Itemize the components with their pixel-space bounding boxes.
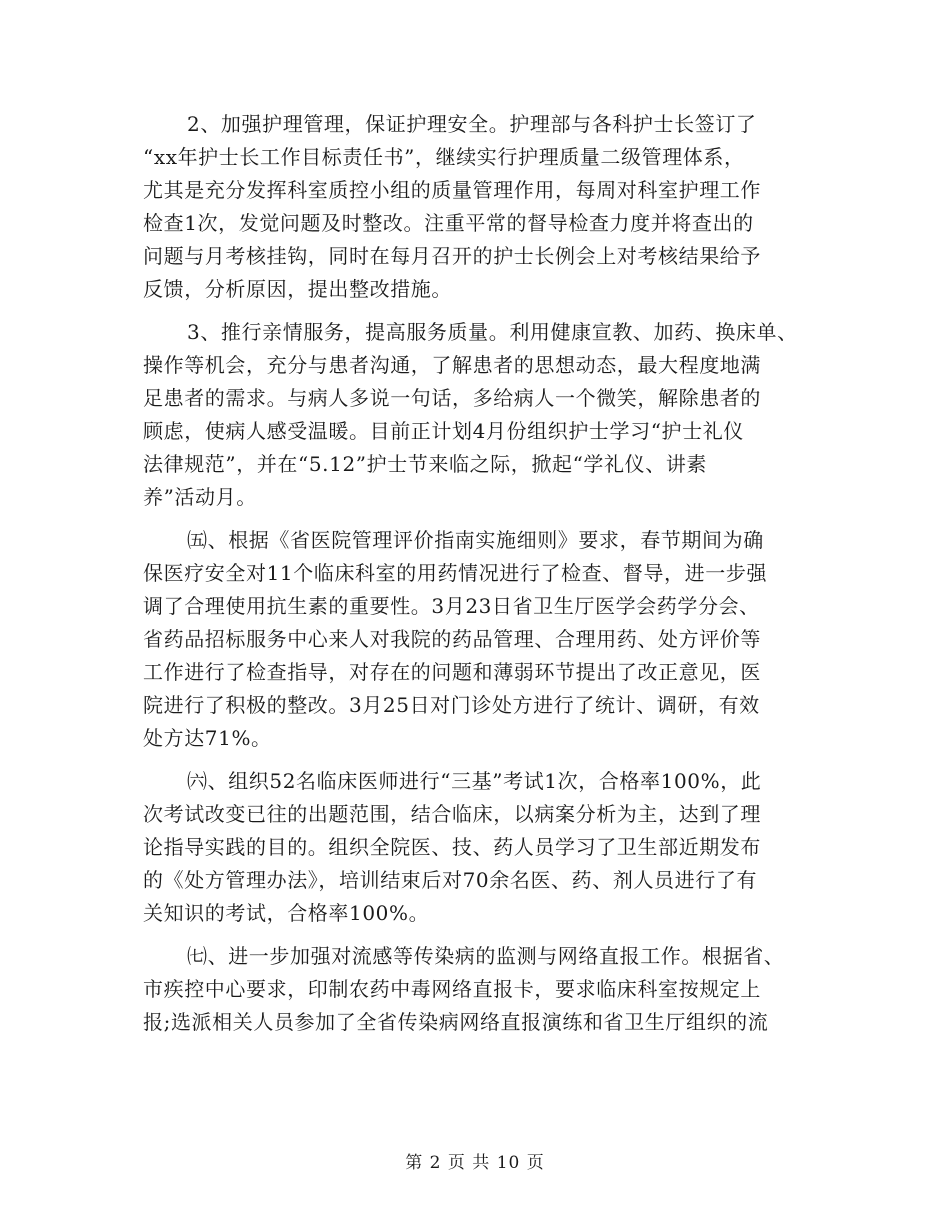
text-line: 论指导实践的目的。组织全院医、技、药人员学习了卫生部近期发布 xyxy=(143,835,761,859)
text-line: 市疾控中心要求，印制农药中毒网络直报卡，要求临床科室按规定上 xyxy=(143,977,761,1001)
text-line: 次考试改变已往的出题范围，结合临床，以病案分析为主，达到了理 xyxy=(143,802,761,826)
paragraph xyxy=(143,524,808,755)
document-body xyxy=(143,108,808,1039)
text-line: 检查1次，发觉问题及时整改。注重平常的督导检查力度并将查出的 xyxy=(143,211,754,235)
text-line: 处方达71%。 xyxy=(143,726,272,750)
text-line: 关知识的考试，合格率100%。 xyxy=(143,901,430,925)
text-line: 养”活动月。 xyxy=(143,485,257,509)
text-line: 3、推行亲情服务，提高服务质量。利用健康宣教、加药、换床单、 xyxy=(187,320,798,344)
text-line: ㈤、根据《省医院管理评价指南实施细则》要求，春节期间为确 xyxy=(187,528,764,552)
page-number: 第 2 页 共 10 页 xyxy=(405,1153,545,1173)
paragraph xyxy=(143,316,808,514)
text-line: 省药品招标服务中心来人对我院的药品管理、合理用药、处方评价等 xyxy=(143,627,761,651)
paragraph xyxy=(143,765,808,930)
text-line: 问题与月考核挂钩，同时在每月召开的护士长例会上对考核结果给予 xyxy=(143,244,761,268)
text-line: 的《处方管理办法》，培训结束后对70余名医、药、剂人员进行了有 xyxy=(143,868,758,892)
text-line: “xx年护士长工作目标责任书”，继续实行护理质量二级管理体系， xyxy=(143,145,745,169)
text-line: 足患者的需求。与病人多说一句话，多给病人一个微笑，解除患者的 xyxy=(143,386,761,410)
text-line: 院进行了积极的整改。3月25日对门诊处方进行了统计、调研，有效 xyxy=(143,693,760,717)
text-line: 保医疗安全对11个临床科室的用药情况进行了检查、督导，进一步强 xyxy=(143,561,768,585)
paragraph xyxy=(143,940,808,1039)
text-line: 2、加强护理管理，保证护理安全。护理部与各科护士长签订了 xyxy=(187,112,757,136)
text-line: 调了合理使用抗生素的重要性。3月23日省卫生厅医学会药学分会、 xyxy=(143,594,760,618)
text-line: 顾虑，使病人感受温暖。目前正计划4月份组织护士学习“护士礼仪 xyxy=(143,419,744,443)
text-line: ㈥、组织52名临床医师进行“三基”考试1次，合格率100%，此 xyxy=(187,769,762,793)
text-line: 尤其是充分发挥科室质控小组的质量管理作用，每周对科室护理工作 xyxy=(143,178,761,202)
page-footer xyxy=(0,1152,950,1174)
text-line: 操作等机会，充分与患者沟通，了解患者的思想动态，最大程度地满 xyxy=(143,353,761,377)
text-line: 法律规范”，并在“5.12”护士节来临之际，掀起“学礼仪、讲素 xyxy=(143,452,708,476)
paragraph xyxy=(143,108,808,306)
text-line: 工作进行了检查指导，对存在的问题和薄弱环节提出了改正意见，医 xyxy=(143,660,761,684)
text-line: 反馈，分析原因，提出整改措施。 xyxy=(143,277,452,301)
text-line: 报;选派相关人员参加了全省传染病网络直报演练和省卫生厅组织的流 xyxy=(143,1010,769,1034)
text-line: ㈦、进一步加强对流感等传染病的监测与网络直报工作。根据省、 xyxy=(187,944,785,968)
